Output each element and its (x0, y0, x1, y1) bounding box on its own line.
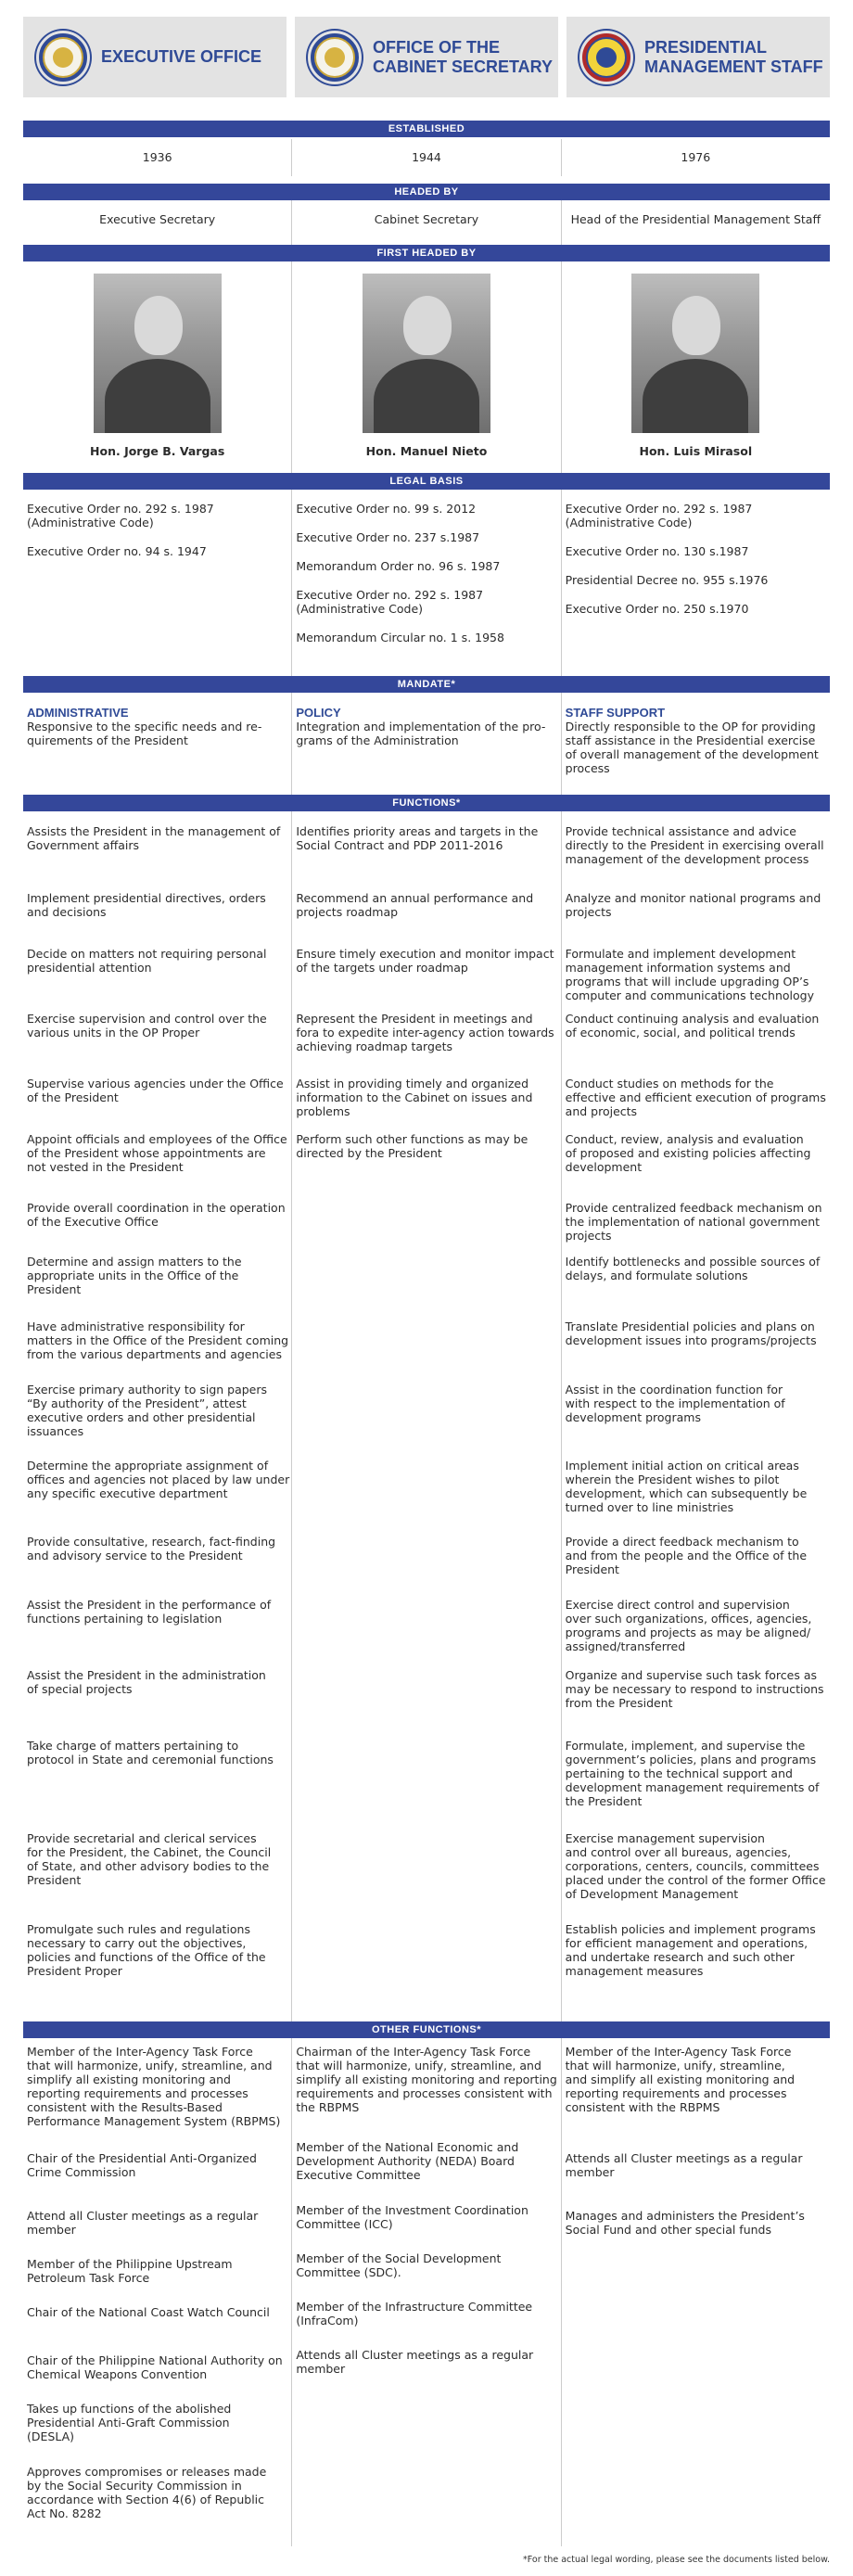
mandate-column (291, 693, 560, 795)
section-bar-headed-by: HEADED BY (23, 184, 830, 200)
function-item: Conduct, review, analysis and evaluation of proposed and existing policies affecting development (565, 1132, 811, 1174)
mandate-text: Responsive to the specific needs and re- quirements of the President (27, 720, 262, 747)
function-item: Assists the President in the management of Government affairs (27, 824, 281, 852)
other-function-item: Attend all Cluster meetings as a regular member (27, 2209, 259, 2237)
other-function-item: Takes up functions of the abolished Presidential Anti-Graft Commission (DESLA) (27, 2402, 232, 2443)
mandate-heading: STAFF SUPPORT (565, 706, 666, 720)
function-item: Provide consultative, research, fact-finding and advisory service to the President (27, 1535, 276, 1562)
executive-seal-icon (36, 31, 90, 84)
function-item: Implement presidential directives, orders and decisions (27, 891, 266, 919)
section-bar-functions: FUNCTIONS* (23, 795, 830, 811)
other-function-item: Member of the Inter-Agency Task Force that will harmonize, unify, streamline, and simplify all existing monitoring and reporting requirements and processes consistent with the RBPMS (565, 2045, 796, 2114)
function-item: Represent the President in meetings and fora to expedite inter-agency action towards achieving roadmap targets (296, 1012, 554, 1053)
legal-basis-row (23, 490, 830, 676)
function-item: Assist in the coordination function for with respect to the implementation of development programs (565, 1383, 785, 1424)
other-function-item: Chairman of the Inter-Agency Task Force that will harmonize, unify, streamline, and simplify all existing monitoring and reporting requirements and processes consistent with the RBPMS (296, 2045, 557, 2114)
function-item: Decide on matters not requiring personal presidential attention (27, 947, 267, 975)
other-functions-column (23, 2038, 291, 2546)
office-title: PRESIDENTIAL MANAGEMENT STAFF (644, 37, 823, 76)
other-function-item: Member of the Inter-Agency Task Force that will harmonize, unify, streamline, and simplify all existing monitoring and reporting requirements and processes consistent with the Results-Based Performance Management System (RBPMS) (27, 2045, 281, 2128)
first-head-name: Hon. Luis Mirasol (639, 444, 753, 458)
function-item: Assist in providing timely and organized information to the Cabinet on issues and problems (296, 1077, 533, 1118)
other-function-item: Approves compromises or releases made by the Social Security Commission in accordance with Section 4(6) of Republic Act No. 8282 (27, 2465, 267, 2520)
other-function-item: Member of the Investment Coordination Committee (ICC) (296, 2203, 528, 2231)
function-item: Conduct studies on methods for the effective and efficient execution of programs and projects (565, 1077, 826, 1118)
other-function-item: Chair of the Philippine National Authority on Chemical Weapons Convention (27, 2353, 283, 2381)
other-function-item: Chair of the Presidential Anti-Organized Crime Commission (27, 2151, 257, 2179)
section-bar-mandate: MANDATE* (23, 676, 830, 693)
first-head-cell (291, 261, 560, 473)
function-item: Formulate and implement development management information systems and programs that will include upgrading OP’s computer and communications technology (565, 947, 814, 1002)
established-value: 1936 (142, 150, 172, 164)
section-bar-other-functions: OTHER FUNCTIONS* (23, 2021, 830, 2038)
function-item: Provide overall coordination in the operation of the Executive Office (27, 1201, 286, 1229)
office-header-cabinet (295, 17, 558, 97)
other-function-item: Member of the Infrastructure Committee (InfraCom) (296, 2300, 533, 2327)
other-functions-row (23, 2038, 830, 2546)
function-item: Perform such other functions as may be directed by the President (296, 1132, 528, 1160)
legal-basis-column (291, 490, 560, 676)
headed-by-value: Head of the Presidential Management Staff (561, 200, 830, 245)
legal-basis-item: Presidential Decree no. 955 s.1976 (565, 573, 769, 587)
other-functions-column (561, 2038, 830, 2546)
established-value: 1976 (561, 139, 830, 176)
comparison-infographic (23, 17, 830, 2546)
other-function-item: Attends all Cluster meetings as a regular member (296, 2348, 534, 2376)
function-item: Analyze and monitor national programs and projects (565, 891, 821, 919)
first-head-cell (23, 261, 291, 473)
portrait-photo (94, 274, 222, 433)
other-function-item: Member of the Social Development Committee (SDC). (296, 2251, 502, 2279)
office-title: EXECUTIVE OFFICE (101, 47, 262, 66)
function-item: Establish policies and implement programs for efficient management and operations, and undertake research and such other management measures (565, 1922, 816, 1978)
legal-basis-item: Executive Order no. 94 s. 1947 (27, 544, 207, 558)
section-bar-first-headed-by: FIRST HEADED BY (23, 245, 830, 261)
function-item: Exercise direct control and supervision over such organizations, offices, agencies, programs and projects as may be aligned/ assigned/transferred (565, 1598, 812, 1653)
functions-column (291, 811, 560, 2021)
function-item: Appoint officials and employees of the Office of the President whose appointments are not vested in the President (27, 1132, 287, 1174)
functions-column (561, 811, 830, 2021)
legal-basis-column (561, 490, 830, 676)
legal-basis-item: Executive Order no. 130 s.1987 (565, 544, 749, 558)
mandate-text: Integration and implementation of the pro- grams of the Administration (296, 720, 546, 747)
legal-basis-item: Executive Order no. 237 s.1987 (296, 530, 480, 544)
function-item: Exercise supervision and control over the various units in the OP Proper (27, 1012, 267, 1039)
cabinet-seal-icon (308, 31, 362, 84)
function-item: Take charge of matters pertaining to protocol in State and ceremonial functions (27, 1739, 274, 1766)
legal-basis-column (23, 490, 291, 676)
office-headers (23, 17, 830, 97)
first-head-cell (561, 261, 830, 473)
function-item: Implement initial action on critical areas wherein the President wishes to pilot development, which can subsequently be turned over to line ministries (565, 1459, 808, 1514)
function-item: Supervise various agencies under the Office of the President (27, 1077, 284, 1104)
function-item: Translate Presidential policies and plans on development issues into programs/projects (565, 1320, 817, 1347)
pms-seal-icon (579, 31, 633, 84)
function-item: Provide centralized feedback mechanism on the implementation of national government projects (565, 1201, 822, 1243)
other-function-item: Manages and administers the President’s Social Fund and other special funds (565, 2209, 805, 2237)
mandate-column (23, 693, 291, 795)
established-value: 1944 (291, 139, 560, 176)
office-header-executive (23, 17, 286, 97)
function-item: Identifies priority areas and targets in the Social Contract and PDP 2011-2016 (296, 824, 539, 852)
function-item: Have administrative responsibility for matters in the Office of the President coming from the various departments and agencies (27, 1320, 289, 1361)
function-item: Exercise management supervision and control over all bureaus, agencies, corporations, centers, councils, committees placed under the control of the former Office of Development Management (565, 1831, 826, 1901)
other-function-item: Chair of the National Coast Watch Council (27, 2305, 270, 2319)
headed-by-row (23, 200, 830, 245)
other-function-item: Member of the National Economic and Development Authority (NEDA) Board Executive Committee (296, 2140, 519, 2182)
portrait-photo (631, 274, 759, 433)
office-header-pms (567, 17, 830, 97)
office-title: OFFICE OF THE CABINET SECRETARY (373, 37, 554, 76)
legal-basis-item: Executive Order no. 292 s. 1987 (Administrative Code) (565, 502, 753, 529)
legal-basis-item: Executive Order no. 292 s. 1987 (Administrative Code) (27, 502, 214, 529)
function-item: Assist the President in the administration of special projects (27, 1668, 266, 1696)
function-item: Provide secretarial and clerical services for the President, the Cabinet, the Council of State, and other advisory bodies to the President (27, 1831, 272, 1887)
mandate-heading: POLICY (296, 706, 341, 720)
legal-basis-item: Executive Order no. 292 s. 1987 (Administrative Code) (296, 588, 484, 616)
function-item: Promulgate such rules and regulations necessary to carry out the objectives, policies and functions of the Office of the President Proper (27, 1922, 266, 1978)
functions-column (23, 811, 291, 2021)
first-headed-by-row (23, 261, 830, 473)
headed-by-value: Executive Secretary (99, 212, 216, 226)
function-item: Conduct continuing analysis and evaluation of economic, social, and political trends (565, 1012, 820, 1039)
mandate-row (23, 693, 830, 795)
function-item: Recommend an annual performance and projects roadmap (296, 891, 534, 919)
function-item: Identify bottlenecks and possible sources of delays, and formulate solutions (565, 1255, 821, 1282)
legal-basis-item: Executive Order no. 99 s. 2012 (296, 502, 477, 516)
other-functions-column (291, 2038, 560, 2546)
function-item: Organize and supervise such task forces as may be necessary to respond to instructions from the President (565, 1668, 824, 1710)
section-bar-legal-basis: LEGAL BASIS (23, 473, 830, 490)
function-item: Exercise primary authority to sign papers “By authority of the President”, attest executive orders and other presidential issuances (27, 1383, 268, 1438)
headed-by-value: Cabinet Secretary (291, 200, 560, 245)
mandate-heading: ADMINISTRATIVE (27, 706, 129, 720)
functions-row (23, 811, 830, 2021)
legal-basis-item: Memorandum Circular no. 1 s. 1958 (296, 631, 504, 644)
portrait-photo (363, 274, 490, 433)
legal-basis-item: Memorandum Order no. 96 s. 1987 (296, 559, 501, 573)
function-item: Assist the President in the performance of functions pertaining to legislation (27, 1598, 272, 1626)
section-bar-established: ESTABLISHED (23, 121, 830, 137)
first-head-name: Hon. Jorge B. Vargas (90, 444, 225, 458)
legal-basis-item: Executive Order no. 250 s.1970 (565, 602, 749, 616)
function-item: Determine the appropriate assignment of offices and agencies not placed by law under any specific executive department (27, 1459, 290, 1500)
other-function-item: Member of the Philippine Upstream Petroleum Task Force (27, 2257, 233, 2285)
function-item: Determine and assign matters to the appropriate units in the Office of the President (27, 1255, 242, 1296)
first-head-name: Hon. Manuel Nieto (365, 444, 488, 458)
function-item: Ensure timely execution and monitor impact of the targets under roadmap (296, 947, 554, 975)
mandate-text: Directly responsible to the OP for providing staff assistance in the Presidential exercise of overall management of the development process (565, 720, 819, 775)
function-item: Formulate, implement, and supervise the government’s policies, plans and programs pertaining to the technical support and development management requirements of the President (565, 1739, 820, 1808)
mandate-column (561, 693, 830, 795)
function-item: Provide technical assistance and advice directly to the President in exercising overall management of the development process (565, 824, 824, 866)
established-row (23, 139, 830, 176)
other-function-item: Attends all Cluster meetings as a regular member (565, 2151, 803, 2179)
function-item: Provide a direct feedback mechanism to and from the people and the Office of the President (565, 1535, 808, 1576)
footnote: *For the actual legal wording, please see the documents listed below. (523, 2555, 830, 2565)
